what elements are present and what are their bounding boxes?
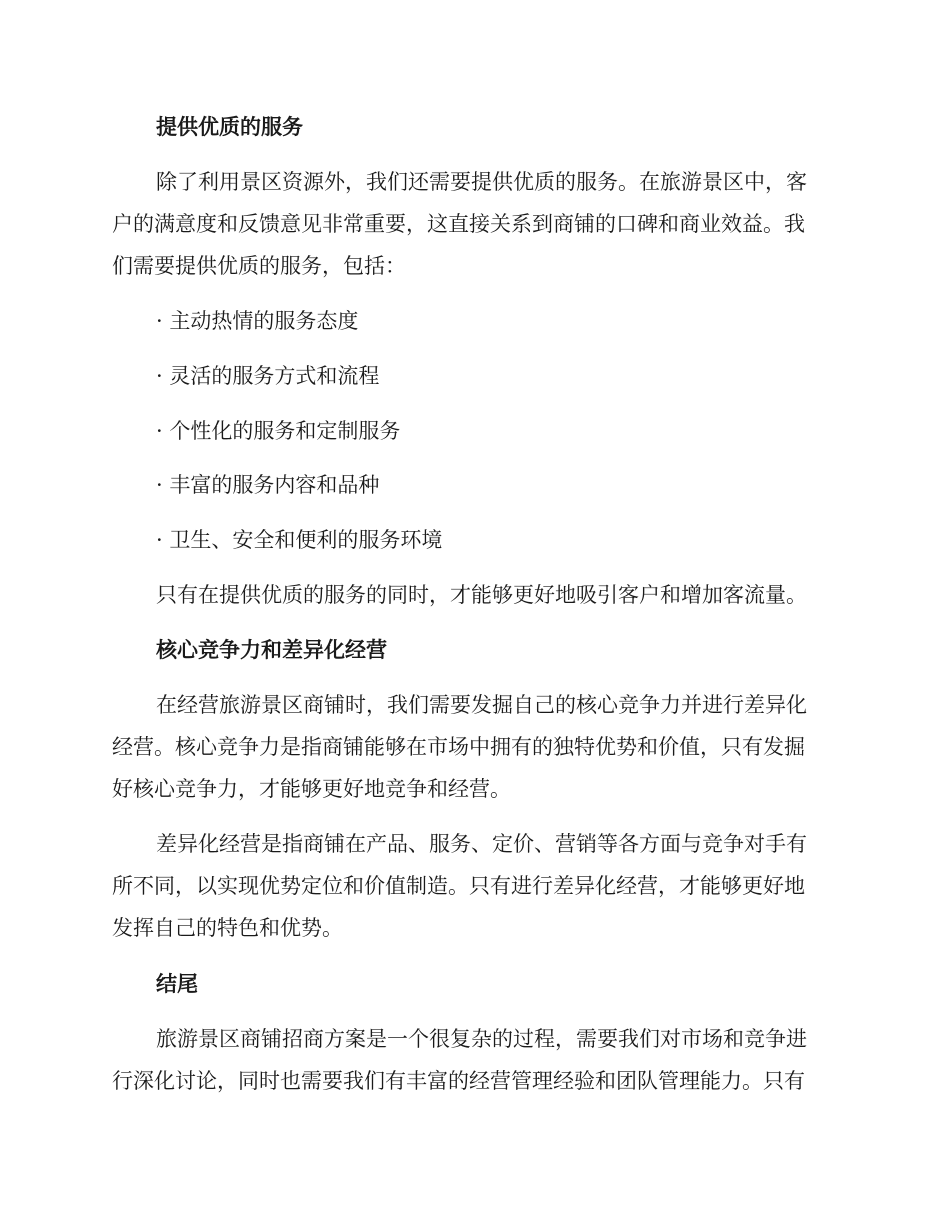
bullet-item: · 卫生、安全和便利的服务环境 — [156, 528, 443, 552]
paragraph-line: 行深化讨论，同时也需要我们有丰富的经营管理经验和团队管理能力。只有 — [112, 1069, 805, 1093]
paragraph-line: 好核心竞争力，才能够更好地竞争和经营。 — [112, 777, 511, 801]
bullet-item: · 个性化的服务和定制服务 — [156, 419, 401, 443]
paragraph-line: 在经营旅游景区商铺时，我们需要发掘自己的核心竞争力并进行差异化 — [156, 693, 807, 717]
bullet-item: · 主动热情的服务态度 — [156, 309, 359, 333]
paragraph-line: 差异化经营是指商铺在产品、服务、定价、营销等各方面与竞争对手有 — [156, 832, 807, 856]
paragraph-line: 旅游景区商铺招商方案是一个很复杂的过程，需要我们对市场和竞争进 — [156, 1027, 807, 1051]
bullet-item: · 灵活的服务方式和流程 — [156, 364, 380, 388]
section-heading-end: 结尾 — [156, 971, 198, 996]
paragraph-line: 发挥自己的特色和优势。 — [112, 916, 343, 940]
bullet-item: · 丰富的服务内容和品种 — [156, 473, 380, 497]
paragraph-line: 除了利用景区资源外，我们还需要提供优质的服务。在旅游景区中，客 — [156, 170, 807, 194]
section-heading-service: 提供优质的服务 — [156, 114, 303, 139]
paragraph-line: 所不同，以实现优势定位和价值制造。只有进行差异化经营，才能够更好地 — [112, 874, 805, 898]
paragraph-line: 经营。核心竞争力是指商铺能够在市场中拥有的独特优势和价值，只有发掘 — [112, 735, 805, 759]
paragraph-line: 户的满意度和反馈意见非常重要，这直接关系到商铺的口碑和商业效益。我 — [112, 212, 805, 236]
paragraph-line: 只有在提供优质的服务的同时，才能够更好地吸引客户和增加客流量。 — [156, 583, 807, 607]
section-heading-core: 核心竞争力和差异化经营 — [156, 637, 387, 662]
paragraph-line: 们需要提供优质的服务，包括： — [112, 254, 406, 278]
